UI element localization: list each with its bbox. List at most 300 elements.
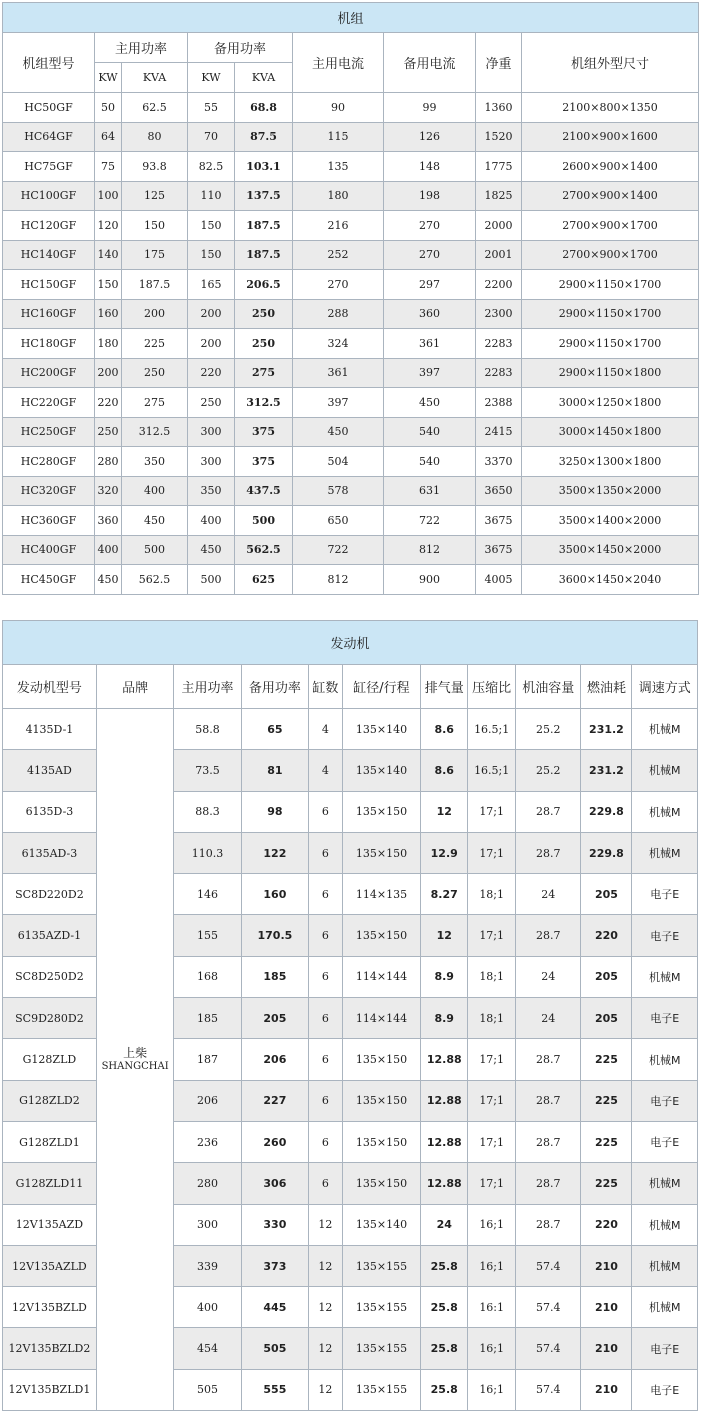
eng-cell-cylinders: 12 [309, 1204, 343, 1245]
gen-cell-standby-kva: 500 [235, 506, 293, 536]
eng-cell-governor: 电子E [632, 1328, 698, 1369]
gen-cell-standby-current: 722 [384, 506, 476, 536]
eng-cell-oil-capacity: 25.2 [516, 750, 581, 791]
gen-cell-model: HC250GF [3, 417, 95, 447]
eng-cell-model: SC8D250D2 [3, 956, 97, 997]
gen-cell-weight: 3370 [476, 447, 522, 477]
eng-cell-model: G128ZLD [3, 1039, 97, 1080]
table-row [3, 240, 699, 270]
gen-cell-dimensions: 2100×800×1350 [522, 93, 699, 123]
eng-cell-prime-power: 339 [174, 1245, 241, 1286]
eng-cell-prime-power: 58.8 [174, 709, 241, 750]
eng-cell-cylinders: 12 [309, 1245, 343, 1286]
header-net-weight: 净重 [476, 33, 522, 93]
gen-cell-dimensions: 2700×900×1700 [522, 240, 699, 270]
header-bore-stroke: 缸径/行程 [342, 665, 421, 709]
eng-cell-prime-power: 146 [174, 874, 241, 915]
eng-cell-compression: 16;1 [468, 1245, 516, 1286]
generator-table-title: 机组 [3, 3, 699, 33]
eng-cell-displacement: 24 [421, 1204, 468, 1245]
gen-cell-prime-kva: 250 [122, 358, 188, 388]
gen-cell-prime-kva: 562.5 [122, 565, 188, 595]
eng-cell-standby-power: 160 [241, 874, 308, 915]
gen-cell-model: HC64GF [3, 122, 95, 152]
gen-cell-weight: 1520 [476, 122, 522, 152]
gen-cell-standby-current: 360 [384, 299, 476, 329]
gen-cell-dimensions: 2100×900×1600 [522, 122, 699, 152]
eng-cell-fuel: 229.8 [581, 791, 632, 832]
gen-cell-standby-kw: 70 [188, 122, 235, 152]
eng-cell-compression: 17;1 [468, 1163, 516, 1204]
gen-cell-prime-kw: 160 [95, 299, 122, 329]
eng-cell-cylinders: 6 [309, 1039, 343, 1080]
eng-cell-compression: 18;1 [468, 956, 516, 997]
eng-cell-displacement: 12.88 [421, 1163, 468, 1204]
eng-cell-oil-capacity: 28.7 [516, 1163, 581, 1204]
gen-cell-standby-current: 361 [384, 329, 476, 359]
eng-cell-compression: 17;1 [468, 791, 516, 832]
eng-cell-governor: 机械M [632, 956, 698, 997]
eng-cell-bore-stroke: 135×155 [342, 1328, 421, 1369]
gen-cell-standby-kva: 275 [235, 358, 293, 388]
brand-cell [96, 709, 174, 1411]
gen-cell-model: HC50GF [3, 93, 95, 123]
eng-cell-prime-power: 505 [174, 1369, 241, 1410]
eng-cell-cylinders: 4 [309, 709, 343, 750]
gen-cell-prime-current: 722 [293, 535, 384, 565]
gen-cell-prime-kva: 275 [122, 388, 188, 418]
eng-cell-oil-capacity: 24 [516, 956, 581, 997]
eng-cell-displacement: 25.8 [421, 1369, 468, 1410]
gen-cell-dimensions: 2600×900×1400 [522, 152, 699, 182]
gen-cell-prime-current: 361 [293, 358, 384, 388]
eng-cell-displacement: 12.88 [421, 1121, 468, 1162]
eng-cell-governor: 电子E [632, 1121, 698, 1162]
eng-cell-governor: 机械M [632, 709, 698, 750]
gen-cell-prime-kva: 175 [122, 240, 188, 270]
eng-cell-prime-power: 454 [174, 1328, 241, 1369]
gen-cell-prime-current: 324 [293, 329, 384, 359]
gen-cell-prime-kw: 320 [95, 476, 122, 506]
gen-cell-prime-kva: 450 [122, 506, 188, 536]
header-standby-power: 备用功率 [188, 33, 293, 63]
eng-cell-governor: 电子E [632, 874, 698, 915]
table-row [3, 152, 699, 182]
header-engine-prime-power: 主用功率 [174, 665, 241, 709]
gen-cell-dimensions: 2700×900×1700 [522, 211, 699, 241]
eng-cell-fuel: 220 [581, 915, 632, 956]
generator-table-body [3, 93, 699, 595]
gen-cell-standby-kva: 68.8 [235, 93, 293, 123]
eng-cell-cylinders: 6 [309, 1080, 343, 1121]
brand-name-en: SHANGCHAI [101, 1060, 169, 1072]
eng-cell-fuel: 205 [581, 998, 632, 1039]
gen-cell-standby-kw: 300 [188, 417, 235, 447]
gen-cell-model: HC400GF [3, 535, 95, 565]
gen-cell-prime-kw: 140 [95, 240, 122, 270]
eng-cell-model: 12V135AZLD [3, 1245, 97, 1286]
eng-cell-bore-stroke: 135×150 [342, 791, 421, 832]
eng-cell-cylinders: 6 [309, 1121, 343, 1162]
gen-cell-standby-kva: 562.5 [235, 535, 293, 565]
eng-cell-prime-power: 168 [174, 956, 241, 997]
eng-cell-prime-power: 73.5 [174, 750, 241, 791]
gen-cell-weight: 3675 [476, 506, 522, 536]
eng-cell-model: SC9D280D2 [3, 998, 97, 1039]
eng-cell-bore-stroke: 135×150 [342, 1163, 421, 1204]
eng-cell-fuel: 231.2 [581, 709, 632, 750]
eng-cell-displacement: 8.9 [421, 956, 468, 997]
eng-cell-model: G128ZLD2 [3, 1080, 97, 1121]
eng-cell-cylinders: 6 [309, 832, 343, 873]
eng-cell-standby-power: 185 [241, 956, 308, 997]
eng-cell-compression: 16:1 [468, 1287, 516, 1328]
eng-cell-governor: 机械M [632, 1039, 698, 1080]
table-row [3, 417, 699, 447]
eng-cell-bore-stroke: 135×150 [342, 915, 421, 956]
eng-cell-governor: 电子E [632, 915, 698, 956]
eng-cell-fuel: 205 [581, 956, 632, 997]
eng-cell-oil-capacity: 28.7 [516, 832, 581, 873]
eng-cell-bore-stroke: 135×155 [342, 1369, 421, 1410]
gen-cell-dimensions: 3250×1300×1800 [522, 447, 699, 477]
eng-cell-fuel: 225 [581, 1121, 632, 1162]
header-prime-kw: KW [95, 63, 122, 93]
gen-cell-weight: 1825 [476, 181, 522, 211]
gen-cell-standby-current: 631 [384, 476, 476, 506]
eng-cell-compression: 18;1 [468, 998, 516, 1039]
eng-cell-bore-stroke: 114×135 [342, 874, 421, 915]
gen-cell-prime-kw: 100 [95, 181, 122, 211]
eng-cell-prime-power: 88.3 [174, 791, 241, 832]
eng-cell-standby-power: 65 [241, 709, 308, 750]
gen-cell-standby-kw: 150 [188, 211, 235, 241]
eng-cell-displacement: 12 [421, 915, 468, 956]
eng-cell-fuel: 205 [581, 874, 632, 915]
eng-cell-displacement: 25.8 [421, 1328, 468, 1369]
gen-cell-prime-kw: 280 [95, 447, 122, 477]
eng-cell-model: 4135D-1 [3, 709, 97, 750]
eng-cell-cylinders: 6 [309, 956, 343, 997]
eng-cell-prime-power: 280 [174, 1163, 241, 1204]
eng-cell-prime-power: 185 [174, 998, 241, 1039]
gen-cell-standby-kva: 206.5 [235, 270, 293, 300]
gen-cell-standby-kw: 165 [188, 270, 235, 300]
gen-cell-standby-kva: 625 [235, 565, 293, 595]
gen-cell-dimensions: 2900×1150×1800 [522, 358, 699, 388]
table-row [3, 476, 699, 506]
gen-cell-dimensions: 2700×900×1400 [522, 181, 699, 211]
gen-cell-weight: 2388 [476, 388, 522, 418]
gen-cell-prime-current: 252 [293, 240, 384, 270]
eng-cell-compression: 17;1 [468, 1039, 516, 1080]
section-spacer [0, 598, 702, 620]
eng-cell-displacement: 8.6 [421, 750, 468, 791]
eng-cell-oil-capacity: 57.4 [516, 1328, 581, 1369]
gen-cell-prime-current: 450 [293, 417, 384, 447]
gen-cell-standby-kw: 500 [188, 565, 235, 595]
eng-cell-prime-power: 236 [174, 1121, 241, 1162]
gen-cell-weight: 2001 [476, 240, 522, 270]
header-prime-power: 主用功率 [95, 33, 188, 63]
gen-cell-prime-kw: 250 [95, 417, 122, 447]
gen-cell-standby-kw: 110 [188, 181, 235, 211]
header-prime-current: 主用电流 [293, 33, 384, 93]
gen-cell-prime-current: 115 [293, 122, 384, 152]
gen-cell-dimensions: 3600×1450×2040 [522, 565, 699, 595]
eng-cell-standby-power: 122 [241, 832, 308, 873]
gen-cell-weight: 3675 [476, 535, 522, 565]
gen-cell-weight: 2000 [476, 211, 522, 241]
gen-cell-model: HC180GF [3, 329, 95, 359]
gen-cell-model: HC360GF [3, 506, 95, 536]
gen-cell-standby-current: 297 [384, 270, 476, 300]
gen-cell-standby-kw: 55 [188, 93, 235, 123]
header-engine-standby-power: 备用功率 [241, 665, 308, 709]
gen-cell-dimensions: 3500×1350×2000 [522, 476, 699, 506]
eng-cell-model: 6135D-3 [3, 791, 97, 832]
eng-cell-governor: 电子E [632, 998, 698, 1039]
header-governor: 调速方式 [632, 665, 698, 709]
eng-cell-bore-stroke: 135×150 [342, 1121, 421, 1162]
gen-cell-standby-kw: 220 [188, 358, 235, 388]
gen-cell-prime-kva: 125 [122, 181, 188, 211]
gen-cell-dimensions: 2900×1150×1700 [522, 270, 699, 300]
gen-cell-weight: 3650 [476, 476, 522, 506]
eng-cell-bore-stroke: 114×144 [342, 998, 421, 1039]
gen-cell-standby-kva: 375 [235, 417, 293, 447]
gen-cell-standby-kw: 300 [188, 447, 235, 477]
eng-cell-oil-capacity: 28.7 [516, 1080, 581, 1121]
gen-cell-prime-kva: 62.5 [122, 93, 188, 123]
gen-cell-prime-current: 812 [293, 565, 384, 595]
gen-cell-prime-kva: 80 [122, 122, 188, 152]
eng-cell-oil-capacity: 28.7 [516, 791, 581, 832]
gen-cell-weight: 1360 [476, 93, 522, 123]
engine-table-body [3, 709, 698, 1411]
eng-cell-model: 12V135BZLD1 [3, 1369, 97, 1410]
eng-cell-cylinders: 12 [309, 1369, 343, 1410]
gen-cell-model: HC450GF [3, 565, 95, 595]
eng-cell-prime-power: 110.3 [174, 832, 241, 873]
gen-cell-weight: 1775 [476, 152, 522, 182]
table-row [3, 709, 698, 750]
gen-cell-prime-current: 578 [293, 476, 384, 506]
gen-cell-prime-current: 650 [293, 506, 384, 536]
gen-cell-prime-kw: 220 [95, 388, 122, 418]
gen-cell-model: HC320GF [3, 476, 95, 506]
gen-cell-model: HC140GF [3, 240, 95, 270]
eng-cell-standby-power: 227 [241, 1080, 308, 1121]
gen-cell-standby-current: 540 [384, 417, 476, 447]
gen-cell-prime-kw: 180 [95, 329, 122, 359]
eng-cell-standby-power: 205 [241, 998, 308, 1039]
eng-cell-fuel: 210 [581, 1369, 632, 1410]
gen-cell-standby-current: 397 [384, 358, 476, 388]
gen-cell-prime-kw: 360 [95, 506, 122, 536]
eng-cell-model: G128ZLD1 [3, 1121, 97, 1162]
gen-cell-model: HC150GF [3, 270, 95, 300]
table-row [3, 358, 699, 388]
table-row [3, 565, 699, 595]
eng-cell-oil-capacity: 57.4 [516, 1287, 581, 1328]
gen-cell-standby-kva: 437.5 [235, 476, 293, 506]
eng-cell-bore-stroke: 135×150 [342, 1080, 421, 1121]
eng-cell-governor: 机械M [632, 1245, 698, 1286]
table-row [3, 535, 699, 565]
eng-cell-oil-capacity: 24 [516, 874, 581, 915]
gen-cell-prime-current: 180 [293, 181, 384, 211]
eng-cell-cylinders: 6 [309, 998, 343, 1039]
eng-cell-governor: 机械M [632, 832, 698, 873]
gen-cell-prime-current: 135 [293, 152, 384, 182]
eng-cell-model: 4135AD [3, 750, 97, 791]
eng-cell-displacement: 12.88 [421, 1080, 468, 1121]
eng-cell-governor: 机械M [632, 1163, 698, 1204]
gen-cell-prime-kva: 312.5 [122, 417, 188, 447]
gen-cell-prime-kva: 400 [122, 476, 188, 506]
eng-cell-fuel: 225 [581, 1163, 632, 1204]
gen-cell-standby-kva: 87.5 [235, 122, 293, 152]
eng-cell-compression: 17;1 [468, 915, 516, 956]
eng-cell-standby-power: 81 [241, 750, 308, 791]
header-fuel-consumption: 燃油耗 [581, 665, 632, 709]
gen-cell-model: HC200GF [3, 358, 95, 388]
eng-cell-standby-power: 555 [241, 1369, 308, 1410]
eng-cell-compression: 17;1 [468, 1080, 516, 1121]
gen-cell-standby-kw: 82.5 [188, 152, 235, 182]
header-model: 机组型号 [3, 33, 95, 93]
engine-table-title: 发动机 [3, 621, 698, 665]
gen-cell-standby-kva: 137.5 [235, 181, 293, 211]
eng-cell-fuel: 210 [581, 1245, 632, 1286]
generator-spec-table [2, 2, 699, 595]
gen-cell-model: HC280GF [3, 447, 95, 477]
gen-cell-standby-kw: 450 [188, 535, 235, 565]
eng-cell-model: 12V135BZLD2 [3, 1328, 97, 1369]
eng-cell-compression: 17;1 [468, 1121, 516, 1162]
eng-cell-cylinders: 6 [309, 1163, 343, 1204]
eng-cell-displacement: 12 [421, 791, 468, 832]
gen-cell-dimensions: 2900×1150×1700 [522, 329, 699, 359]
table-row [3, 181, 699, 211]
gen-cell-weight: 2283 [476, 329, 522, 359]
gen-cell-standby-current: 812 [384, 535, 476, 565]
eng-cell-standby-power: 260 [241, 1121, 308, 1162]
eng-cell-displacement: 25.8 [421, 1245, 468, 1286]
table-row [3, 211, 699, 241]
eng-cell-prime-power: 206 [174, 1080, 241, 1121]
table-row [3, 93, 699, 123]
gen-cell-standby-current: 450 [384, 388, 476, 418]
eng-cell-bore-stroke: 135×155 [342, 1287, 421, 1328]
header-standby-current: 备用电流 [384, 33, 476, 93]
eng-cell-fuel: 220 [581, 1204, 632, 1245]
eng-cell-displacement: 8.9 [421, 998, 468, 1039]
gen-cell-prime-current: 288 [293, 299, 384, 329]
table-row [3, 506, 699, 536]
gen-cell-prime-kva: 225 [122, 329, 188, 359]
eng-cell-model: 6135AD-3 [3, 832, 97, 873]
gen-cell-standby-kw: 400 [188, 506, 235, 536]
eng-cell-bore-stroke: 135×150 [342, 1039, 421, 1080]
gen-cell-standby-kva: 187.5 [235, 211, 293, 241]
eng-cell-displacement: 8.27 [421, 874, 468, 915]
eng-cell-compression: 16.5;1 [468, 709, 516, 750]
eng-cell-standby-power: 170.5 [241, 915, 308, 956]
gen-cell-model: HC100GF [3, 181, 95, 211]
gen-cell-standby-kw: 350 [188, 476, 235, 506]
eng-cell-displacement: 8.6 [421, 709, 468, 750]
gen-cell-standby-current: 900 [384, 565, 476, 595]
gen-cell-model: HC75GF [3, 152, 95, 182]
gen-cell-weight: 2415 [476, 417, 522, 447]
eng-cell-model: G128ZLD11 [3, 1163, 97, 1204]
eng-cell-standby-power: 505 [241, 1328, 308, 1369]
gen-cell-standby-kva: 187.5 [235, 240, 293, 270]
gen-cell-standby-kw: 200 [188, 299, 235, 329]
gen-cell-prime-current: 504 [293, 447, 384, 477]
gen-cell-prime-kva: 500 [122, 535, 188, 565]
eng-cell-bore-stroke: 135×150 [342, 832, 421, 873]
header-oil-capacity: 机油容量 [516, 665, 581, 709]
eng-cell-oil-capacity: 57.4 [516, 1245, 581, 1286]
gen-cell-prime-kva: 187.5 [122, 270, 188, 300]
eng-cell-cylinders: 6 [309, 874, 343, 915]
header-standby-kva: KVA [235, 63, 293, 93]
gen-cell-dimensions: 3000×1450×1800 [522, 417, 699, 447]
eng-cell-standby-power: 306 [241, 1163, 308, 1204]
eng-cell-bore-stroke: 135×140 [342, 709, 421, 750]
eng-cell-fuel: 210 [581, 1328, 632, 1369]
gen-cell-standby-current: 99 [384, 93, 476, 123]
eng-cell-bore-stroke: 135×140 [342, 750, 421, 791]
eng-cell-standby-power: 206 [241, 1039, 308, 1080]
eng-cell-compression: 16;1 [468, 1204, 516, 1245]
gen-cell-weight: 2300 [476, 299, 522, 329]
eng-cell-bore-stroke: 114×144 [342, 956, 421, 997]
eng-cell-standby-power: 373 [241, 1245, 308, 1286]
gen-cell-prime-kw: 400 [95, 535, 122, 565]
gen-cell-prime-kw: 75 [95, 152, 122, 182]
gen-cell-prime-kva: 93.8 [122, 152, 188, 182]
table-row [3, 388, 699, 418]
gen-cell-prime-kw: 64 [95, 122, 122, 152]
eng-cell-model: 6135AZD-1 [3, 915, 97, 956]
gen-cell-standby-kva: 312.5 [235, 388, 293, 418]
gen-cell-model: HC160GF [3, 299, 95, 329]
eng-cell-model: 12V135BZLD [3, 1287, 97, 1328]
eng-cell-cylinders: 4 [309, 750, 343, 791]
eng-cell-fuel: 210 [581, 1287, 632, 1328]
eng-cell-cylinders: 12 [309, 1287, 343, 1328]
engine-spec-table [2, 620, 698, 1411]
eng-cell-fuel: 225 [581, 1039, 632, 1080]
eng-cell-standby-power: 98 [241, 791, 308, 832]
eng-cell-standby-power: 330 [241, 1204, 308, 1245]
gen-cell-dimensions: 2900×1150×1700 [522, 299, 699, 329]
table-row [3, 329, 699, 359]
gen-cell-standby-current: 126 [384, 122, 476, 152]
eng-cell-displacement: 25.8 [421, 1287, 468, 1328]
eng-cell-oil-capacity: 25.2 [516, 709, 581, 750]
eng-cell-standby-power: 445 [241, 1287, 308, 1328]
eng-cell-oil-capacity: 28.7 [516, 1039, 581, 1080]
gen-cell-weight: 4005 [476, 565, 522, 595]
gen-cell-dimensions: 3500×1450×2000 [522, 535, 699, 565]
gen-cell-prime-current: 216 [293, 211, 384, 241]
gen-cell-prime-kva: 200 [122, 299, 188, 329]
